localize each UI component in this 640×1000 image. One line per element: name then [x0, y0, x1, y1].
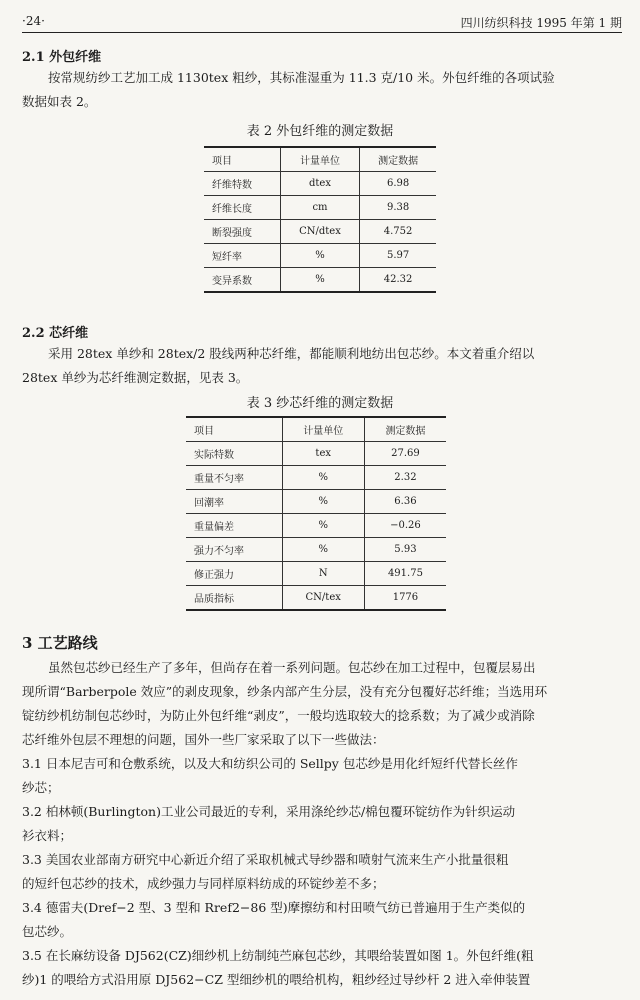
- table-row: [186, 490, 446, 514]
- table-cell: 2.32: [364, 466, 446, 490]
- table-row: [204, 220, 436, 244]
- text-line: 现所谓“Barberpole 效应”的剥皮现象，纱条内部产生分层，没有充分包覆好芯纤维；当选用环: [22, 684, 548, 699]
- column-header: 计量单位: [280, 147, 359, 172]
- list-item: [22, 800, 515, 848]
- table-cell: 纤维长度: [204, 196, 280, 220]
- table-cell: 27.69: [364, 442, 446, 466]
- table-cell: 5.93: [364, 538, 446, 562]
- table-2-caption: 表 2 外包纤维的测定数据: [246, 124, 394, 139]
- table-row: [186, 466, 446, 490]
- table-2: [204, 146, 436, 293]
- table-cell: %: [282, 490, 364, 514]
- table-row: [186, 514, 446, 538]
- table-header-row: [204, 147, 436, 172]
- column-header: 项目: [204, 147, 280, 172]
- text-line: 按常规纺纱工艺加工成 1130tex 粗纱，其标准湿重为 11.3 克/10 米。外包纤维的各项试验: [48, 70, 555, 85]
- table-cell: 6.98: [360, 172, 436, 196]
- table-cell: N: [282, 562, 364, 586]
- text-line: 虽然包芯纱已经生产了多年，但尚存在着一系列问题。包芯纱在加工过程中，包覆层易出: [48, 660, 536, 675]
- table-cell: cm: [280, 196, 359, 220]
- text-line: 采用 28tex 单纱和 28tex/2 股线两种芯纤维，都能顺利地纺出包芯纱。本文着重介绍以: [48, 346, 535, 361]
- table-row: [186, 586, 446, 611]
- table-cell: %: [282, 466, 364, 490]
- table-cell: 6.36: [364, 490, 446, 514]
- list-item: [22, 848, 508, 896]
- section-2-2-heading: 2.2 芯纤维: [22, 326, 89, 341]
- table-cell: %: [282, 514, 364, 538]
- table-cell: %: [280, 268, 359, 293]
- journal-name: 四川纺织科技 1995 年第 1 期: [460, 16, 622, 30]
- table-cell: −0.26: [364, 514, 446, 538]
- page-number: ·24·: [22, 14, 45, 28]
- text-line: 纱)1 的喂给方式沿用原 DJ562−CZ 型细纱机的喂给机构，粗纱经过导纱杆 2 进入牵伸装置: [22, 972, 531, 987]
- column-header: 测定数据: [364, 417, 446, 442]
- table-cell: 1776: [364, 586, 446, 611]
- table-cell: %: [280, 244, 359, 268]
- page-header: [22, 12, 622, 33]
- list-item: [22, 752, 518, 800]
- table-3-caption: 表 3 纱芯纤维的测定数据: [246, 396, 394, 411]
- text-line: 纱芯；: [22, 780, 60, 795]
- table-cell: dtex: [280, 172, 359, 196]
- section-2-2-para-cont: [22, 366, 248, 390]
- text-line: 包芯纱。: [22, 924, 73, 939]
- text-line: 3.5 在长麻纺设备 DJ562(CZ)细纱机上纺制纯苎麻包芯纱，其喂给装置如图 1。外包纤维(粗: [22, 948, 534, 963]
- table-cell: 重量偏差: [186, 514, 282, 538]
- table-cell: 断裂强度: [204, 220, 280, 244]
- table-cell: 修正强力: [186, 562, 282, 586]
- table-cell: 491.75: [364, 562, 446, 586]
- table-row: [186, 442, 446, 466]
- text-line: 数据如表 2。: [22, 94, 97, 109]
- text-line: 28tex 单纱为芯纤维测定数据，见表 3。: [22, 370, 249, 385]
- table-cell: CN/dtex: [280, 220, 359, 244]
- table-row: [186, 538, 446, 562]
- table-row: [204, 172, 436, 196]
- column-header: 计量单位: [282, 417, 364, 442]
- table-cell: 短纤率: [204, 244, 280, 268]
- table-row: [204, 268, 436, 293]
- table-cell: 5.97: [360, 244, 436, 268]
- table-cell: 42.32: [360, 268, 436, 293]
- table-cell: 重量不匀率: [186, 466, 282, 490]
- text-line: 3.1 日本尼吉可和仓敷系统，以及大和纺织公司的 Sellpy 包芯纱是用化纤短纤代替长丝作: [22, 756, 518, 771]
- table-header-row: [186, 417, 446, 442]
- table-3: [186, 416, 446, 611]
- table-cell: 品质指标: [186, 586, 282, 611]
- table-cell: 纤维特数: [204, 172, 280, 196]
- list-item: [22, 944, 534, 992]
- section-2-2-para: [48, 342, 534, 366]
- table-cell: 变异系数: [204, 268, 280, 293]
- text-line: 衫衣料；: [22, 828, 73, 843]
- table-cell: 9.38: [360, 196, 436, 220]
- section-2-1-para: [48, 66, 555, 90]
- text-line: 芯纤维外包层不理想的问题，国外一些厂家采取了以下一些做法：: [22, 732, 385, 747]
- section-2-1-heading: 2.1 外包纤维: [22, 50, 102, 65]
- text-line: 3.4 德雷夫(Dref−2 型、3 型和 Rref2−86 型)摩擦纺和村田喷气纺已普遍用于生产类似的: [22, 900, 526, 915]
- column-header: 项目: [186, 417, 282, 442]
- table-cell: 4.752: [360, 220, 436, 244]
- text-line: 锭纺纱机纺制包芯纱时，为防止外包纤维“剥皮”，一般均选取较大的捻系数；为了减少或消除: [22, 708, 535, 723]
- column-header: 测定数据: [360, 147, 436, 172]
- text-line: 3.2 柏林顿(Burlington)工业公司最近的专利，采用涤纶纱芯/棉包覆环锭纺作为针织运动: [22, 804, 516, 819]
- table-cell: 回潮率: [186, 490, 282, 514]
- table-cell: tex: [282, 442, 364, 466]
- table-row: [204, 196, 436, 220]
- text-line: 3.3 美国农业部南方研究中心新近介绍了采取机械式导纱器和喷射气流来生产小批量很粗: [22, 852, 509, 867]
- table-row: [186, 562, 446, 586]
- section-2-1-para-cont: [22, 90, 96, 114]
- table-row: [204, 244, 436, 268]
- section-3-heading: 3 工艺路线: [22, 634, 98, 652]
- list-item: [22, 896, 525, 944]
- table-cell: CN/tex: [282, 586, 364, 611]
- section-3-para: [22, 656, 622, 752]
- table-cell: 强力不匀率: [186, 538, 282, 562]
- table-cell: %: [282, 538, 364, 562]
- text-line: 的短纤包芯纱的技术，成纱强力与同样原料纺成的环锭纱差不多；: [22, 876, 385, 891]
- table-cell: 实际特数: [186, 442, 282, 466]
